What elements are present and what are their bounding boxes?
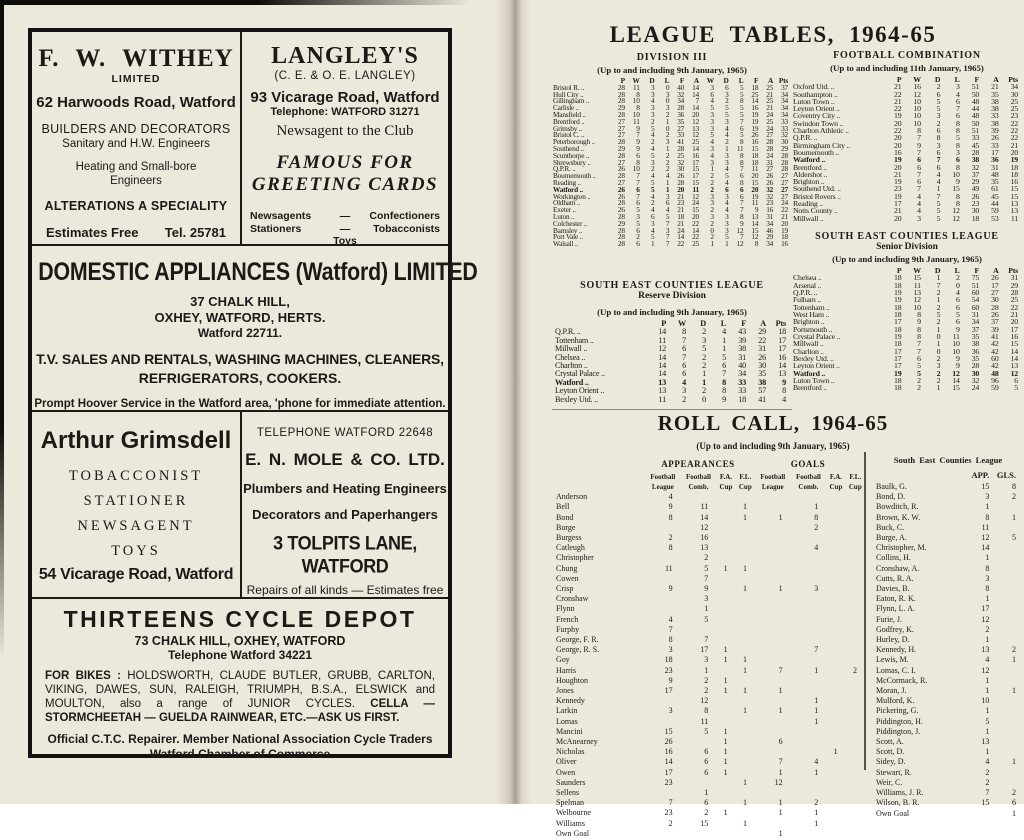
langleys-address: 93 Vicarage Road, Watford — [250, 89, 440, 106]
table-row: Bristol R. .. 28 11 3 0 40 14 3 6 5 18 25 37 — [553, 85, 791, 92]
table-row: Watford .. 19 5 2 12 30 48 12 — [793, 370, 1021, 377]
table-row: Portsmouth .. 18 8 1 9 37 39 17 — [793, 326, 1021, 333]
secl-senior-table — [793, 267, 1021, 392]
table-row: George, R. S. 3 17 1 7 — [556, 645, 819, 655]
table-row: Swindon Town .. 20 10 2 8 50 38 22 — [793, 120, 1021, 127]
domestic-title: DOMESTIC APPLIANCES (Watford) LIMITED — [38, 257, 478, 286]
table-row: Jones 17 2 1 1 1 — [556, 686, 783, 696]
table-row: Piddington, J. 1 — [876, 726, 990, 736]
divider-rule — [552, 409, 792, 410]
table-row: Hurley, D. 1 — [876, 635, 990, 645]
table-row: Tottenham .. 11 7 3 1 39 22 17 — [555, 337, 789, 345]
withey-trade3a: Heating and Small-bore — [75, 161, 197, 173]
langleys-famous2: GREETING CARDS — [251, 174, 439, 195]
table-row: P W D L F A Pts — [896, 75, 1018, 84]
thirteens-paragraph — [32, 669, 448, 725]
table-row: Bristol C. .. 27 7 4 2 33 12 5 4 5 26 27 32 — [553, 132, 791, 139]
table-row: Watford .. 13 4 1 8 33 38 9 — [555, 379, 789, 387]
advert-langleys — [240, 32, 448, 247]
table-row: Carlisle .. 29 8 3 3 28 14 5 5 5 16 21 34 — [553, 105, 791, 112]
secl-senior-subtitle: (Up to and including 9th January, 1965) — [832, 253, 982, 264]
table-row: Kennedy, H. 13 2 — [876, 645, 1016, 655]
left-page-adverts — [8, 4, 508, 800]
table-row: Q.P.R. .. 14 8 2 4 43 29 18 — [555, 328, 789, 336]
table-row: Brighton .. 17 9 2 6 34 37 20 — [793, 318, 1021, 325]
table-row: Charlton .. 17 7 0 10 36 42 14 — [793, 348, 1021, 355]
table-row: Own Goal 1 — [876, 808, 1016, 818]
thirteens-title: THIRTEENS CYCLE DEPOT — [63, 606, 417, 632]
combination-heading: FOOTBALL COMBINATION — [833, 50, 981, 61]
table-row: Bond, D. 3 2 — [876, 492, 1016, 502]
table-row: Anderson 4 — [556, 492, 673, 502]
table-row: Nicholas 16 6 1 1 — [556, 747, 838, 757]
table-row: Leyton Orient .. 13 3 2 8 33 57 8 — [555, 387, 789, 395]
table-row: Southend Utd. .. 23 7 1 15 49 61 15 — [793, 185, 1021, 192]
table-row: Harris 23 1 1 7 1 2 — [556, 665, 857, 675]
table-row: Buck, C. 11 — [876, 522, 990, 532]
tables-left-column — [552, 52, 792, 410]
tables-right-column — [792, 50, 1022, 392]
combination-table — [793, 76, 1021, 222]
table-row: Godfrey, K. 2 — [876, 624, 990, 634]
table-row: Flynn 1 — [556, 604, 709, 614]
table-row: Q.P.R. .. 20 7 8 5 33 26 22 — [793, 134, 1021, 141]
advert-thirteens — [32, 597, 448, 761]
table-row: Arsenal .. 18 11 7 0 51 17 29 — [793, 282, 1021, 289]
withey-telephone: Tel. 25781 — [164, 225, 226, 240]
table-row: Oldham .. 28 6 2 6 23 24 3 4 7 11 23 24 — [553, 200, 791, 207]
table-row: Larkin 3 8 1 1 1 — [556, 706, 819, 716]
combination-subtitle: (Up to and including 11th January, 1965) — [830, 63, 984, 73]
secl-roll-call-table — [874, 468, 1022, 820]
table-row: Oliver 14 6 1 7 4 — [556, 757, 819, 767]
table-row: Shrewsbury .. 27 8 3 2 32 17 3 3 8 18 31 28 — [553, 160, 791, 167]
langleys-stationers: Stationers — [250, 222, 302, 235]
mole-trade2: Decorators and Paperhangers — [252, 507, 438, 522]
table-row: Cutts, R. A. 3 — [876, 573, 990, 583]
division-3-heading: DIVISION III — [636, 52, 708, 63]
langleys-tobacconists: Tobacconists — [373, 222, 440, 235]
table-row: Collins, H. 1 — [876, 553, 990, 563]
table-row: P W D L F A Pts — [896, 265, 1018, 275]
mole-trade1: Plumbers and Heating Engineers — [243, 481, 447, 496]
domestic-services1: T.V. SALES AND RENTALS, WASHING MACHINES, CLEANERS, — [36, 351, 444, 367]
league-tables-title: LEAGUE TABLES, 1964-65 — [609, 22, 937, 47]
table-row: Flynn, L. A. 17 — [876, 604, 990, 614]
secl-reserve-block — [552, 280, 792, 410]
langleys-toys: Toys — [333, 235, 357, 247]
withey-address: 62 Harwoods Road, Watford — [36, 94, 236, 111]
withey-trade3b: Engineers — [110, 175, 162, 187]
advert-domestic-appliances — [32, 244, 478, 410]
table-row: Coventry City .. 19 10 3 6 48 33 23 — [793, 112, 1021, 119]
withey-subtitle: LIMITED — [111, 73, 161, 85]
table-row: Williams 2 15 1 1 — [556, 818, 819, 828]
grimsdell-address: 54 Vicarage Road, Watford — [38, 566, 234, 583]
table-row: Wilson, B. R. 15 6 — [876, 798, 1016, 808]
grimsdell-trade3: NEWSAGENT — [77, 518, 195, 534]
domestic-services2: REFRIGERATORS, COOKERS. — [138, 370, 342, 386]
table-row: Grimsby .. 27 9 5 0 27 13 3 4 6 19 24 33 — [553, 126, 791, 133]
table-row: Bristol Rovers .. 19 4 7 8 26 45 15 — [793, 193, 1021, 200]
table-row: Furie, J. 12 — [876, 614, 990, 624]
thirteens-address: 73 CHALK HILL, OXHEY, WATFORD — [134, 634, 346, 648]
table-row: Burgess 2 16 — [556, 533, 709, 542]
domestic-address1: 37 CHALK HILL, — [190, 294, 290, 309]
table-row: League Comb. Cup Cup League Comb. Cup Cup — [651, 482, 862, 491]
withey-trade1: BUILDERS AND DECORATORS — [41, 122, 231, 136]
table-row: Stewart, R. 2 — [876, 767, 990, 777]
domestic-note: Prompt Hoover Service in the Watford area, 'phone for immediate attention. — [34, 398, 446, 410]
table-row: Chelsea .. 18 15 1 2 75 26 31 — [793, 274, 1021, 281]
secl-senior-division: Senior Division — [876, 241, 938, 252]
table-row: Watford .. 19 6 7 6 38 36 19 — [793, 156, 1021, 163]
withey-footer — [32, 225, 240, 240]
right-page-tables — [522, 0, 1024, 838]
thirteens-phone: Telephone Watford 34221 — [167, 648, 313, 662]
table-row: Crystal Palace .. 19 8 0 11 35 41 16 — [793, 333, 1021, 340]
table-row: Sidey, D. 4 1 — [876, 757, 1016, 767]
table-row: Hull City .. 28 8 3 3 32 14 6 3 5 25 21 34 — [553, 92, 791, 99]
table-row: Brown, K. W. 8 1 — [876, 512, 1016, 522]
langleys-famous1: FAMOUS FOR — [276, 152, 414, 173]
table-row: Colchester .. 29 5 3 7 21 22 2 3 9 14 34 20 — [553, 221, 791, 228]
table-row: Tottenham .. 18 10 2 6 60 28 22 — [793, 304, 1021, 311]
table-row: Barnsley .. 28 6 4 3 24 14 0 3 12 15 46 19 — [553, 228, 791, 235]
mole-phone: TELEPHONE WATFORD 22648 — [256, 427, 434, 439]
table-row: Burge, A. 12 5 — [876, 533, 1016, 543]
table-row: Luton Town .. 18 2 2 14 32 96 6 — [793, 377, 1021, 384]
table-row: George, F. R. 8 7 — [556, 635, 709, 645]
secl-reserve-division: Reserve Division — [638, 290, 706, 301]
table-row: Scott, D. 1 — [876, 747, 990, 757]
withey-trade2: Sanitary and H.W. Engineers — [62, 138, 210, 150]
table-row: Reading .. 17 4 5 8 23 44 13 — [793, 200, 1021, 207]
withey-speciality: ALTERATIONS A SPECIALITY — [44, 199, 228, 213]
roll-call-title: ROLL CALL, 1964-65 — [657, 411, 889, 435]
table-row: French 4 5 — [556, 614, 709, 624]
table-row: Brentford .. 20 6 6 8 32 31 18 — [793, 164, 1021, 171]
table-row: McAnearney 26 1 6 — [556, 737, 783, 747]
scan-edge-left — [0, 0, 4, 660]
langleys-title: LANGLEY'S — [271, 43, 419, 69]
secl-reserve-table — [555, 320, 789, 404]
table-row: Scunthorpe .. 28 6 5 2 25 16 4 3 8 18 24 28 — [553, 153, 791, 160]
table-row: Millwall .. 12 6 5 1 38 31 17 — [555, 345, 789, 353]
table-row: Aldershot .. 21 7 4 10 37 48 18 — [793, 171, 1021, 178]
grimsdell-title: Arthur Grimsdell — [40, 427, 232, 454]
langleys-phone: Telephone: WATFORD 31271 — [270, 106, 420, 118]
langleys-newsagents: Newsagents — [250, 210, 312, 222]
table-row: Exeter .. 26 5 4 4 21 15 2 4 7 9 16 22 — [553, 207, 791, 214]
roll-call-subtitle: (Up to and including 9th January, 1965) — [696, 441, 850, 451]
table-row: West Ham .. 18 8 5 5 31 26 21 — [793, 311, 1021, 318]
football-combination-block — [792, 50, 1022, 222]
table-row: Williams, J. R. 7 2 — [876, 788, 1016, 798]
table-row: Brighton .. 19 6 4 9 29 35 16 — [793, 178, 1021, 185]
dash: — — [339, 222, 351, 235]
table-row: McCormack, R. 1 — [876, 675, 990, 685]
table-row: Weir, C. 2 — [876, 777, 990, 787]
table-row: Port Vale .. 28 2 5 7 14 22 2 5 7 12 29 18 — [553, 234, 791, 241]
table-row: Catleugh 8 13 4 — [556, 543, 819, 553]
table-row: Birmingham City .. 20 9 3 8 45 33 21 — [793, 142, 1021, 149]
langleys-trades — [242, 210, 448, 235]
table-row: Reading .. 27 7 5 1 28 15 2 4 8 15 26 27 — [553, 180, 791, 187]
section-top-ads — [32, 32, 448, 247]
table-row: Own Goal 1 — [556, 828, 783, 838]
table-row: Christopher 2 — [556, 553, 709, 563]
table-row: Brentford .. 27 11 2 1 35 12 3 3 7 19 25 33 — [553, 119, 791, 126]
table-row: Mulford, K. 10 — [876, 696, 990, 706]
division-3-block — [552, 52, 792, 248]
roll-call-divider — [864, 452, 866, 770]
table-row: Sellens 1 — [556, 788, 709, 798]
table-row: Furphy 7 — [556, 624, 673, 634]
advert-box — [28, 28, 478, 761]
table-row: Lewis, M. 4 1 — [876, 655, 1016, 665]
table-row: Luton .. 28 3 6 5 18 20 3 3 8 13 31 21 — [553, 214, 791, 221]
table-row: Walsall .. 28 6 1 7 22 25 1 1 12 8 34 16 — [553, 241, 791, 248]
thirteens-para-lead: FOR BIKES : — [45, 670, 121, 682]
table-row: Peterborough .. 28 9 2 3 41 25 4 2 8 16 28 30 — [553, 139, 791, 146]
table-row: Cowen 7 — [556, 573, 709, 583]
table-row: Millwall .. 20 3 5 12 18 53 11 — [793, 215, 1021, 222]
table-row: Leyton Orient .. 17 5 3 9 28 42 13 — [793, 362, 1021, 369]
appearances-label: APPEARANCES — [661, 459, 735, 469]
grimsdell-trade2: STATIONER — [83, 493, 189, 509]
table-row: Moran, J. 1 1 — [876, 686, 1016, 696]
secl-roll-call-title: South East Counties League — [893, 455, 1003, 465]
table-row: Mancini 15 5 1 — [556, 726, 728, 736]
table-row: Charlton Athletic .. 22 8 6 8 51 39 22 — [793, 127, 1021, 134]
langleys-tagline: Newsagent to the Club — [276, 123, 414, 139]
table-row: Fulham .. 19 12 1 6 54 30 25 — [793, 296, 1021, 303]
table-row: Leyton Orient .. 22 10 5 7 44 38 25 — [793, 105, 1021, 112]
section-grimsdell-mole — [32, 410, 448, 597]
withey-title: F. W. WITHEY — [38, 45, 234, 72]
table-row: Bexley Utd. .. 17 6 2 9 35 60 14 — [793, 355, 1021, 362]
table-row: Brentford .. 18 2 1 15 24 59 5 — [793, 384, 1021, 391]
secl-senior-heading: SOUTH EAST COUNTIES LEAGUE — [815, 230, 999, 242]
table-row: Eaton, R. K. 1 — [876, 594, 990, 604]
goals-label: GOALS — [790, 459, 826, 469]
table-row: Bell 9 11 1 1 — [556, 502, 819, 512]
thirteens-para-main: HOLDSWORTH, CLAUDE BUTLER, GRUBB, CARLTON, VIKING, DAWES, SUN, RALEIGH, TRIUMPH, B.S.A., ELSWICK and MOULTON, also a range of JUNIOR CYCLES. — [45, 670, 436, 710]
table-row: Gillingham .. 28 10 4 0 34 7 4 2 8 14 25 34 — [553, 98, 791, 105]
table-row: Welbourne 23 2 1 1 1 — [556, 808, 819, 818]
table-row: Workington .. 26 7 4 3 21 12 3 3 6 19 32 27 — [553, 194, 791, 201]
table-row: Scott, A. 13 — [876, 737, 990, 747]
table-row: Piddington, H. 5 — [876, 716, 990, 726]
advert-grimsdell — [32, 412, 240, 597]
table-row: Q.P.R. .. 26 10 2 2 30 15 1 4 7 11 27 28 — [553, 166, 791, 173]
mole-title: E. N. MOLE & CO. LTD. — [245, 450, 445, 469]
table-row: Houghton 9 2 1 — [556, 675, 728, 685]
table-row: Saunders 23 1 12 — [556, 777, 783, 787]
thirteens-official2: Watford Chamber of Commerce — [149, 747, 331, 761]
table-row: Owen 17 6 1 1 1 — [556, 767, 819, 777]
table-row: Luton Town .. 21 10 5 6 48 38 25 — [793, 98, 1021, 105]
table-row: Spelman 7 6 1 1 2 — [556, 798, 819, 808]
advert-mole — [240, 412, 448, 597]
table-row: Charlton .. 14 6 2 6 40 30 14 — [555, 362, 789, 370]
table-row: Lomas 11 1 — [556, 716, 819, 726]
table-row: Watford .. 26 6 5 1 20 11 2 6 6 20 32 27 — [553, 187, 791, 194]
table-row: Bournemouth .. 16 7 6 3 28 17 20 — [793, 149, 1021, 156]
langleys-confectioners: Confectioners — [369, 210, 440, 222]
table-row: P W D L F A Pts — [661, 318, 786, 328]
table-row: Crystal Palace .. 14 6 1 7 34 35 13 — [555, 370, 789, 378]
dash: — — [339, 210, 351, 222]
table-row: Mansfield .. 28 10 3 2 36 20 3 5 5 19 24 34 — [553, 112, 791, 119]
table-row: Football Football F.A. F.L. Football Football F.A. F.L. — [650, 473, 862, 481]
withey-estimates: Estimates Free — [46, 225, 139, 240]
table-row: Goy 18 3 1 1 — [556, 655, 747, 665]
table-row: Lomas, C. I. 12 — [876, 665, 990, 675]
table-row: Pickering, G. 1 — [876, 706, 990, 716]
table-row: Crisp 9 9 1 1 3 — [556, 584, 819, 594]
table-row: Cronshaw, A. 8 — [876, 563, 990, 573]
secl-senior-block — [792, 231, 1022, 392]
table-row: Baulk, G. 15 8 — [876, 482, 1016, 491]
table-row: Cronshaw 3 — [556, 594, 709, 604]
division-3-subtitle: (Up to and including 9th January, 1965) — [597, 65, 747, 75]
secl-reserve-subtitle: (Up to and including 9th January, 1965) — [597, 306, 747, 317]
table-row: Notts County .. 21 4 5 12 30 59 13 — [793, 207, 1021, 214]
table-row: Chung 11 5 1 1 — [556, 563, 747, 573]
table-row: Bowditch, R. 1 — [876, 502, 990, 512]
advert-withey — [32, 32, 240, 244]
table-row: Christopher, M. 14 — [876, 543, 990, 553]
table-row: Bournemouth .. 28 7 4 4 26 17 2 5 6 20 26 27 — [553, 173, 791, 180]
table-row: Kennedy 12 1 — [556, 696, 819, 706]
table-row: Southend .. 29 9 4 1 28 14 3 1 11 15 28 29 — [553, 146, 791, 153]
grimsdell-trade4: TOYS — [111, 543, 161, 559]
roll-call-main — [554, 459, 866, 840]
table-row: Southampton .. 22 12 6 4 50 35 30 — [793, 91, 1021, 98]
thirteens-official1: Official C.T.C. Repairer. Member National Association Cycle Traders — [47, 732, 433, 746]
domestic-phone: Watford 22711. — [197, 326, 283, 340]
table-row: Oxford Utd. .. 21 16 2 3 51 21 34 — [793, 83, 1021, 90]
table-row: APP. GLS. — [971, 470, 1016, 480]
roll-call-table — [554, 472, 866, 840]
table-row: P W D L F A W D L F A Pts — [620, 76, 788, 85]
table-row: Bexley Utd. .. 11 2 0 9 18 41 4 — [555, 396, 789, 404]
secl-reserve-heading: SOUTH EAST COUNTIES LEAGUE — [580, 279, 764, 291]
division-3-table — [553, 78, 791, 248]
table-row: Davies, B. 8 — [876, 584, 990, 594]
mole-note: Repairs of all kinds — Estimates free — [246, 583, 444, 597]
domestic-address2: OXHEY, WATFORD, HERTS. — [154, 310, 326, 325]
table-row: Bond 8 14 1 1 8 — [556, 512, 819, 522]
roll-call-secl — [874, 455, 1022, 820]
table-row: Chelsea .. 14 7 2 5 31 26 16 — [555, 354, 789, 362]
mole-address: 3 TOLPITS LANE, WATFORD — [273, 531, 417, 577]
langleys-subtitle: (C. E. & O. E. LANGLEY) — [274, 70, 416, 82]
thirteens-para-bold: CELLA — STORMCHEETAH — GUELDA RAINWEAR, ETC.—ASK US FIRST. — [45, 698, 435, 724]
table-row: Q.P.R. .. 19 13 2 4 60 27 28 — [793, 289, 1021, 296]
grimsdell-trade1: TOBACCONIST — [68, 468, 204, 484]
table-row: Burge 12 2 — [556, 522, 819, 532]
table-row: Millwall .. 18 7 1 10 38 42 15 — [793, 340, 1021, 347]
